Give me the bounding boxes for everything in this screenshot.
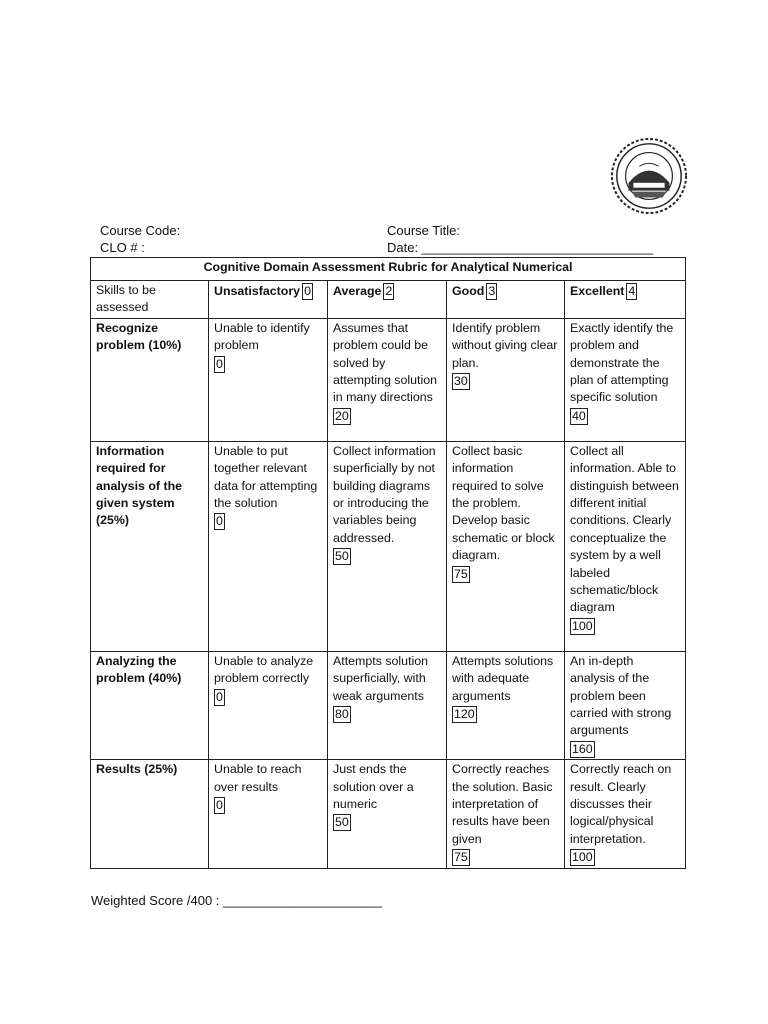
rubric-row-results — [91, 760, 686, 868]
cell-score: 120 — [454, 707, 475, 722]
cell-score: 50 — [335, 549, 349, 564]
level-number: 3 — [488, 284, 496, 298]
cell-score: 20 — [335, 408, 349, 423]
cell-score: 50 — [335, 815, 349, 830]
skill-cell: Information required for analysis of the given system (25%) — [91, 441, 209, 651]
rubric-cell — [565, 651, 686, 759]
rubric-cell — [565, 318, 686, 441]
level-label: Good — [452, 284, 485, 298]
rubric-cell — [328, 760, 447, 868]
skill-cell: Analyzing the problem (40%) — [91, 651, 209, 759]
cell-text: Unable to identify problem — [214, 320, 310, 353]
rubric-cell — [209, 318, 328, 441]
cell-text: Identify problem without giving clear plan. — [452, 320, 558, 370]
course-title-label: Course Title: — [387, 223, 460, 238]
cell-text: Assumes that problem could be solved by attempting solution in many directions — [333, 320, 438, 405]
cell-text: Collect all information. Able to distinguish between different initial conditions. Clearly conceptualize the system by a well labeled schematic/block diagram — [570, 443, 679, 615]
cell-score: 160 — [572, 741, 593, 756]
cell-text: Attempts solution superficially, with weak arguments — [333, 653, 429, 703]
cell-text: Attempts solutions with adequate arguments — [452, 653, 554, 703]
rubric-row-analyzing-problem — [91, 651, 686, 759]
cell-text: Unable to put together relevant data for attempting the solution — [214, 443, 318, 511]
date-label: Date: ________________________________ — [387, 240, 654, 255]
level-number: 2 — [385, 284, 393, 298]
cell-text: Unable to analyze problem correctly — [214, 653, 314, 686]
rubric-cell — [209, 760, 328, 868]
cell-score: 80 — [335, 707, 349, 722]
rubric-cell — [447, 760, 565, 868]
cell-score: 30 — [454, 374, 468, 389]
skill-cell: Results (25%) — [91, 760, 209, 868]
header-fields — [100, 222, 660, 256]
cell-score: 100 — [572, 850, 593, 865]
rubric-header-row — [91, 281, 686, 319]
rubric-row-information-required — [91, 441, 686, 651]
cell-text: Just ends the solution over a numeric — [333, 762, 414, 812]
level-number: 4 — [628, 284, 636, 298]
cell-score: 40 — [572, 408, 586, 423]
rubric-title: Cognitive Domain Assessment Rubric for Analytical Numerical — [91, 258, 686, 281]
level-label: Average — [333, 284, 382, 298]
cell-score: 75 — [454, 566, 468, 581]
skills-header: Skills to be assessed — [91, 281, 209, 319]
clo-label: CLO # : — [100, 240, 145, 255]
rubric-cell — [565, 441, 686, 651]
cell-score: 100 — [572, 618, 593, 633]
course-code-label: Course Code: — [100, 223, 181, 238]
rubric-cell — [447, 651, 565, 759]
cell-score: 0 — [216, 356, 223, 371]
cell-score: 0 — [216, 514, 223, 529]
rubric-cell — [209, 441, 328, 651]
rubric-title-row — [91, 258, 686, 281]
assessment-rubric-table — [90, 257, 686, 869]
rubric-cell — [328, 318, 447, 441]
skill-cell: Recognize problem (10%) — [91, 318, 209, 441]
cell-score: 75 — [454, 850, 468, 865]
rubric-cell — [447, 318, 565, 441]
level-header-unsatisfactory — [209, 281, 328, 319]
level-header-good — [447, 281, 565, 319]
cell-text: Unable to reach over results — [214, 762, 302, 794]
cell-text: An in-depth analysis of the problem been carried with strong arguments — [570, 653, 672, 738]
rubric-cell — [447, 441, 565, 651]
rubric-row-recognize-problem — [91, 318, 686, 441]
level-label: Unsatisfactory — [214, 284, 301, 298]
cell-score: 0 — [216, 689, 223, 704]
level-header-average — [328, 281, 447, 319]
cell-text: Exactly identify the problem and demonstrate the plan of attempting specific solution — [570, 320, 674, 405]
level-number: 0 — [304, 284, 311, 298]
rubric-cell — [328, 441, 447, 651]
level-header-excellent — [565, 281, 686, 319]
cell-text: Correctly reaches the solution. Basic interpretation of results have been given — [452, 762, 553, 846]
university-seal-logo — [610, 137, 688, 215]
cell-score: 0 — [216, 798, 223, 813]
cell-text: Correctly reach on result. Clearly discusses their logical/physical interpretation. — [570, 762, 672, 846]
rubric-cell — [209, 651, 328, 759]
weighted-score-line: Weighted Score /400 : ______________________ — [91, 893, 383, 908]
rubric-cell — [565, 760, 686, 868]
cell-text: Collect basic information required to solve the problem. Develop basic schematic or block diagram. — [452, 443, 555, 563]
cell-text: Collect information superficially by not building diagrams or introducing the variables being addressed. — [333, 443, 436, 545]
level-label: Excellent — [570, 284, 625, 298]
rubric-cell — [328, 651, 447, 759]
